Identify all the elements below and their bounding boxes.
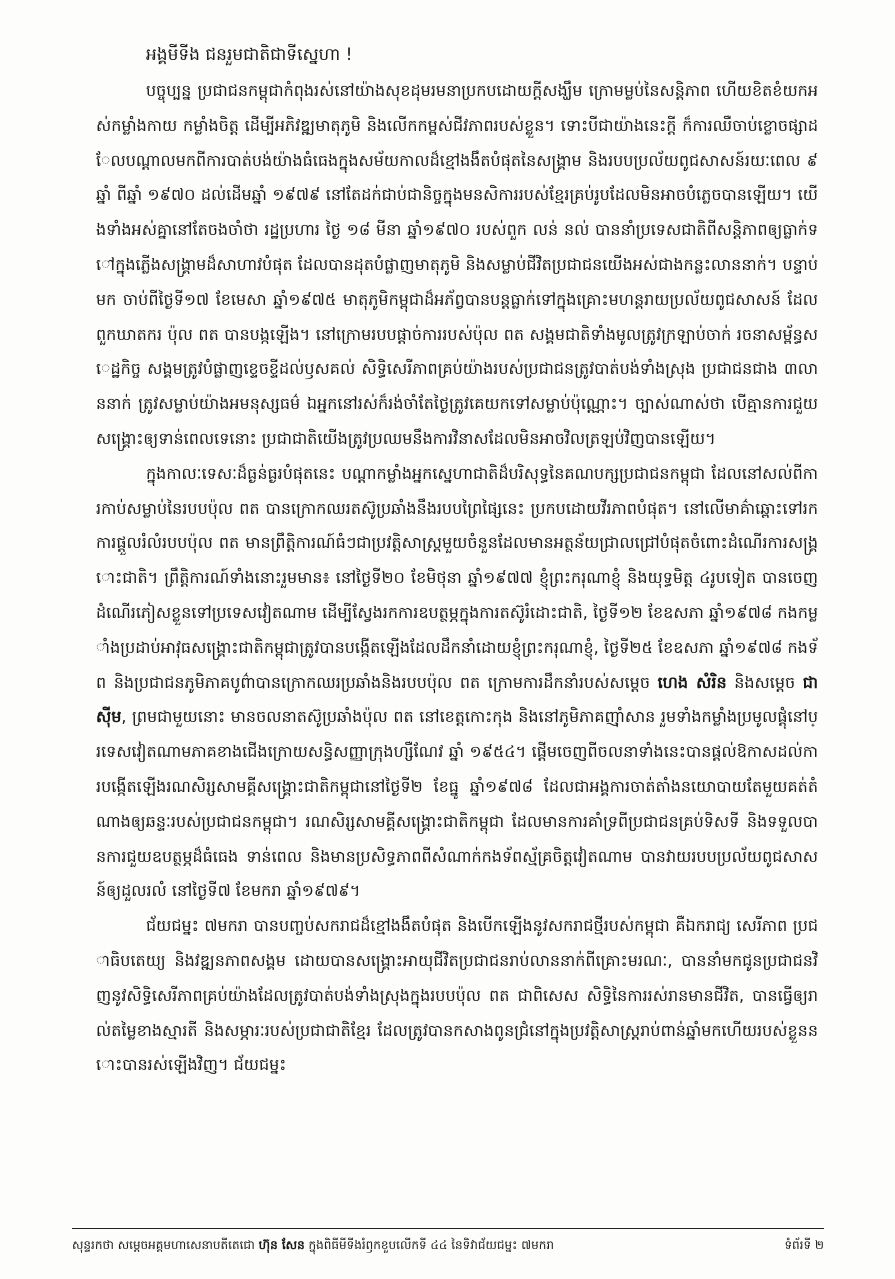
body-paragraph [96,909,818,1083]
body-paragraph [96,457,818,909]
footer-caption-suffix: ក្នុងពិធីមីទីងរំឭកខួបលើកទី ៤៤ នៃទិវាជ័យជម្នះ ៧មករា [304,1238,554,1252]
paragraph-text: ក្នុងកាលៈទេសៈដ៏ធ្ងន់ធ្ងរបំផុតនេះ បណ្ដាកម្លាំងអ្នកស្នេហាជាតិដ៏បរិសុទ្ធនៃគណបក្សប្រជាជនកម្ពុជា ដែលនៅសល់ពីការកាប់សម្លាប់នៃរបបប៉ុល ពត បានក្រោកឈរតស៊ូប្រឆាំងនឹងរបបព្រៃផ្សៃនេះ ប្រកបដោយវីរភាពបំផុត។ នៅលើមាគ៌ាឆ្ពោះទៅរកការផ្ដួលរំលំរបបប៉ុល ពត មានព្រឹត្តិការណ៍ធំៗជាប្រវត្តិសាស្ត្រមួយចំនួនដែលមានអត្ថន័យជ្រាលជ្រៅបំផុតចំពោះដំណើរការសង្គ្រោះជាតិ។ ព្រឹត្តិការណ៍ទាំងនោះរួមមាន៖ នៅថ្ងៃទី២០ ខែមិថុនា ឆ្នាំ១៩៧៧ ខ្ញុំព្រះករុណាខ្ញុំ និងយុទ្ធមិត្ត ៤រូបទៀត បានចេញដំណើរភៀសខ្លួនទៅប្រទេសវៀតណាម ដើម្បីស្វែងរកការឧបត្ថម្ភក្នុងការតស៊ូរំដោះជាតិ, ថ្ងៃទី១២ ខែឧសភា ឆ្នាំ១៩៧៨ កងកម្លាំងប្រដាប់អាវុធសង្គ្រោះជាតិកម្ពុជាត្រូវបានបង្កើតឡើងដែលដឹកនាំដោយខ្ញុំព្រះករុណាខ្ញុំ, ថ្ងៃទី២៥ ខែឧសភា ឆ្នាំ១៩៧៨ កងទ័ព និងប្រជាជនភូមិភាគបូព៌ាបានក្រោកឈរប្រឆាំងនិងរបបប៉ុល ពត ក្រោមការដឹកនាំរបស់សម្ដេច [96,463,818,692]
page-number: ទំព័រទី ២ [784,1238,824,1252]
footer-divider [72,1228,824,1229]
bold-name: ហេង សំរិន [657,672,727,692]
page-footer [72,1233,824,1257]
document-body [96,36,818,1083]
bold-name: ជា ស៊ីម [96,672,819,727]
paragraph-text: ជ័យជម្នះ ៧មករា បានបញ្ចប់សករាជដ៏ខ្មៅងងឹតបំផុត និងបើកឡើងនូវសករាជថ្មីរបស់កម្ពុជា គឺឯករាជ្យ សេរីភាព ប្រជាធិបតេយ្យ និងវឌ្ឍនភាពសង្គម ដោយបានសង្គ្រោះអាយុជីវិតប្រជាជនរាប់លាននាក់ពីគ្រោះមរណៈ, បាននាំមកជូនប្រជាជនវិញនូវសិទ្ធិសេរីភាពគ្រប់យ៉ាងដែលត្រូវបាត់បង់ទាំងស្រុងក្នុងរបបប៉ុល ពត ជាពិសេស សិទ្ធិនៃការរស់រានមានជីវិត, បានធ្វើឲ្យរាល់តម្លៃខាងស្មារតី និងសម្ភារៈរបស់ប្រជាជាតិខ្មែរ ដែលត្រូវបានកសាងពូនជ្រំនៅក្នុងប្រវត្តិសាស្ត្ររាប់ពាន់ឆ្នាំមកហើយរបស់ខ្លួននោះបានរស់ឡើងវិញ។ ជ័យជម្នះ [96,916,818,1075]
footer-caption-prefix: សុន្ទរកថា សម្ដេចអគ្គមហាសេនាបតីតេជោ [72,1238,259,1252]
body-paragraph [96,74,818,457]
paragraph-text: និងសម្ដេច [726,672,803,692]
salutation: អង្គមីទីង ជនរួមជាតិជាទីស្នេហា ! [146,45,353,65]
footer-speech-caption [72,1233,554,1257]
paragraph-text: , ព្រមជាមួយនោះ មានចលនាតស៊ូប្រឆាំងប៉ុល ពត នៅខេត្តកោះកុង និងនៅភូមិភាគញ៉ាំសាន រួមទាំងកម្លាំងប្រមូលផ្ដុំនៅប្រទេសវៀតណាមភាគខាងជើងក្រោយសន្ធិសញ្ញាក្រុងហ្សឺណែវ ឆ្នាំ ១៩៥៤។ ផ្ដើមចេញពីចលនាទាំងនេះបានផ្ដល់ឱកាសដល់ការបង្កើតឡើងរណសិរ្សសាមគ្គីសង្គ្រោះជាតិកម្ពុជានៅថ្ងៃទី២ ខែធ្នូ ឆ្នាំ១៩៧៨ ដែលជាអង្គការចាត់តាំងនយោបាយតែមួយគត់តំណាងឲ្យឆន្ទៈរបស់ប្រជាជនកម្ពុជា។ រណសិរ្សសាមគ្គីសង្គ្រោះជាតិកម្ពុជា ដែលមានការគាំទ្រពីប្រជាជនគ្រប់ទិសទី និងទទួលបានការជួយឧបត្ថម្ភដ៏ធំធេង ទាន់ពេល និងមានប្រសិទ្ធភាពពីសំណាក់កងទ័ពស្ម័គ្រចិត្តវៀតណាម បានវាយរបបប្រល័យពូជសាសន៍ឲ្យដួលរលំ នៅថ្ងៃទី៧ ខែមករា ឆ្នាំ១៩៧៩។ [96,707,818,901]
footer-speaker-name: ហ៊ុន សែន [258,1238,305,1252]
paragraph-text: បច្ចុប្បន្ន ប្រជាជនកម្ពុជាកំពុងរស់នៅយ៉ាងសុខដុមរមនាប្រកបដោយក្ដីសង្ឃឹម ក្រោមម្លប់នៃសន្តិភាព ហើយខិតខំយកអស់កម្លាំងកាយ កម្លាំងចិត្ត ដើម្បីអភិវឌ្ឍមាតុភូមិ និងលើកកម្ពស់ជីវភាពរបស់ខ្លួន។ ទោះបីជាយ៉ាងនេះក្តី ក៏ការឈឺចាប់ខ្លោចផ្សាដែលបណ្ដាលមកពីការបាត់បង់យ៉ាងធំធេងក្នុងសម័យកាលដ៏ខ្មៅងងឹតបំផុតនៃសង្គ្រាម និងរបបប្រល័យពូជសាសន៍រយៈពេល ៩ឆ្នាំ ពីឆ្នាំ ១៩៧០ ដល់ដើមឆ្នាំ ១៩៧៩ នៅតែដក់ជាប់ជានិច្ចក្នុងមនសិការរបស់ខ្មែរគ្រប់រូបដែលមិនអាចបំភ្លេចបានឡើយ។ យើងទាំងអស់គ្នានៅតែចងចាំថា រដ្ឋប្រហារ ថ្ងៃ ១៨ មីនា ឆ្នាំ១៩៧០ របស់ពួក លន់ នល់ បាននាំប្រទេសជាតិពីសន្តិភាពឲ្យធ្លាក់ទៅក្នុងភ្លើងសង្គ្រាមដ៏សាហាវបំផុត ដែលបានដុតបំផ្លាញមាតុភូមិ និងសម្លាប់ជីវិតប្រជាជនយើងអស់ជាងកន្លះលាននាក់។ បន្ទាប់មក ចាប់ពីថ្ងៃទី១៧ ខែមេសា ឆ្នាំ១៩៧៥ មាតុភូមិកម្ពុជាដ៏អភ័ព្វបានបន្តធ្លាក់ទៅក្នុងគ្រោះមហន្តរាយប្រល័យពូជសាសន៍ ដែលពួកឃាតករ ប៉ុល ពត បានបង្កឡើង។ នៅក្រោមរបបផ្ដាច់ការរបស់ប៉ុល ពត សង្គមជាតិទាំងមូលត្រូវក្រឡាប់ចាក់ រចនាសម្ព័ន្ធសេដ្ឋកិច្ច សង្គមត្រូវបំផ្លាញខ្ទេចខ្ទីដល់ឫសគល់ សិទ្ធិសេរីភាពគ្រប់យ៉ាងរបស់ប្រជាជនត្រូវបាត់បង់ទាំងស្រុង ប្រជាជនជាង ៣លាននាក់ ត្រូវសម្លាប់យ៉ាងអមនុស្សធម៌ ឯអ្នកនៅរស់ក៏រង់ចាំតែថ្ងៃត្រូវគេយកទៅសម្លាប់ប៉ុណ្ណោះ។ ច្បាស់ណាស់ថា បើគ្មានការជួយសង្គ្រោះឲ្យទាន់ពេលទេនោះ ប្រជាជាតិយើងត្រូវប្រឈមនឹងការវិនាសដែលមិនអាចវិលត្រឡប់វិញបានឡើយ។ [96,81,818,448]
paragraph-container [96,74,818,1083]
